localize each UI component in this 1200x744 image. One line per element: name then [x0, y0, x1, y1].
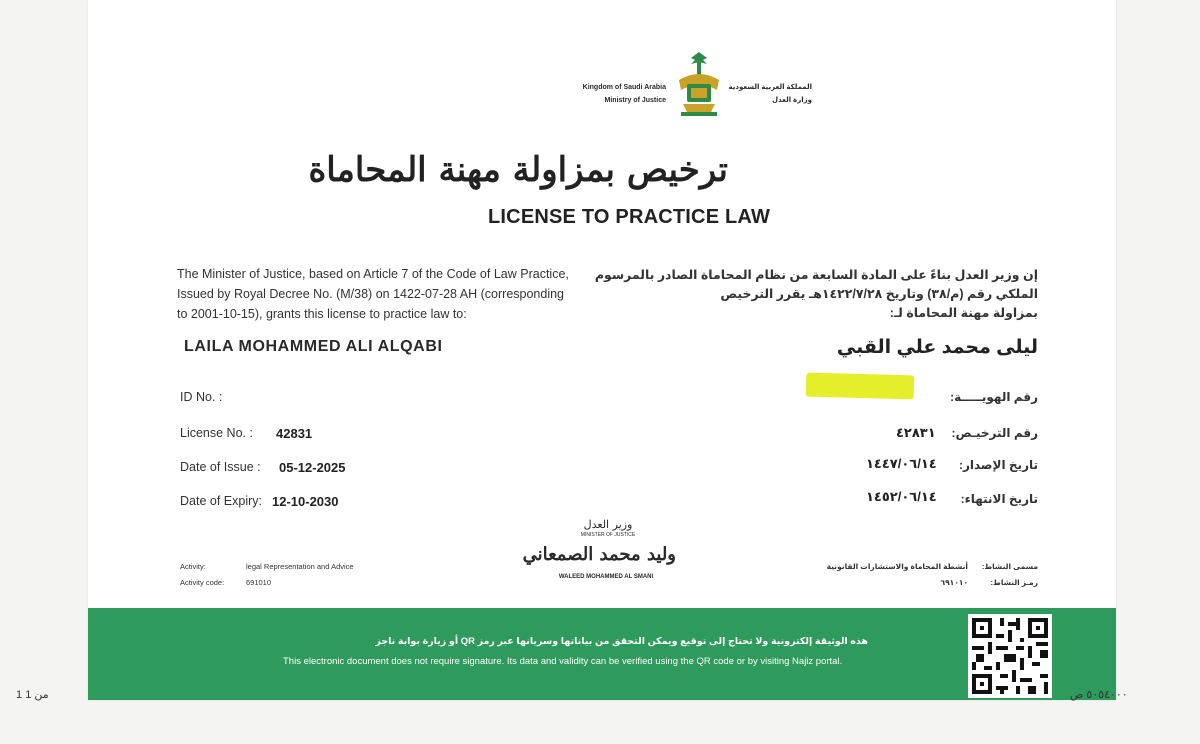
issue-date-label-ar: تاريخ الإصدار: — [958, 458, 1038, 472]
license-number-en: 42831 — [276, 426, 313, 441]
issue-date-ar: ١٤٤٧/٠٦/١٤ — [866, 456, 937, 471]
expiry-date-ar: ١٤٥٢/٠٦/١٤ — [866, 489, 937, 504]
activity-code-value: 691010 — [246, 578, 272, 587]
intro-en-line-1: The Minister of Justice, based on Article 7 of the Code of Law Practice, — [177, 267, 569, 281]
page-indicator: 1 من 1 — [16, 689, 49, 701]
license-label-ar: رقم الترخيـص: — [951, 426, 1038, 440]
document-reference: ٥٠٥٤٠٠٠ ص — [1070, 689, 1128, 701]
id-label-ar: رقم الهويـــــة: — [950, 390, 1038, 404]
country-name-en: Kingdom of Saudi Arabia — [582, 84, 666, 91]
minister-name-en: WALEED MOHAMMED AL SMANI — [558, 574, 654, 580]
activity-value: legal Representation and Advice — [246, 562, 354, 571]
holder-name-en: LAILA MOHAMMED ALI ALQABI — [184, 338, 443, 355]
activity-label-ar: مسمى النشاط: — [981, 562, 1038, 571]
expiry-date-en: 12-10-2030 — [272, 494, 339, 509]
minister-title-en: MINISTER OF JUSTICE — [580, 532, 636, 538]
verification-text-en: This electronic document does not require signature. Its data and validity can be verified using the QR code or by visiting Najiz portal. — [283, 656, 843, 667]
activity-value-ar: أنشطة المحاماة والاستشارات القانونية — [826, 562, 968, 571]
issue-date-en: 05-12-2025 — [279, 460, 346, 475]
id-label-en: ID No. : — [180, 390, 223, 404]
expiry-date-label-en: Date of Expiry: — [180, 494, 262, 508]
minister-title-ar: وزير العدل — [583, 518, 633, 531]
document-title-calligraphy: ترخيص بمزاولة مهنة المحاماة — [308, 150, 728, 190]
intro-ar-line-1: إن وزير العدل بناءً على المادة السابعة من نظام المحاماة الصادر بالمرسوم — [594, 268, 1038, 282]
intro-en-line-2: Issued by Royal Decree No. (M/38) on 1422-07-28 AH (corresponding — [177, 287, 565, 301]
verification-text-ar: هذه الوثيقة إلكترونية ولا تحتاج إلى توقيع ويمكن التحقق من بياناتها وسريانها عبر رمز QR أو زيارة بوابة ناجز — [375, 636, 868, 647]
activity-label: Activity: — [180, 562, 206, 571]
activity-code-label: Activity code: — [180, 578, 225, 587]
ministry-emblem-icon — [673, 50, 725, 118]
intro-ar-line-3: بمزاولة مهنة المحاماة لـ: — [889, 306, 1038, 320]
intro-ar-line-2: الملكي رقم (م/٣٨) وتاريخ ١٤٢٢/٧/٢٨هـ يقرر الترخيص — [720, 287, 1038, 301]
verification-banner — [88, 608, 1116, 700]
country-name-ar: المملكة العربية السعودية — [728, 84, 812, 91]
issue-date-label-en: Date of Issue : — [180, 460, 261, 474]
ministry-name-ar: وزارة العدل — [772, 97, 812, 104]
license-document — [88, 0, 1116, 700]
intro-en-line-3: to 2001-10-15), grants this license to practice law to: — [177, 307, 467, 321]
license-label-en: License No. : — [180, 426, 253, 440]
expiry-date-label-ar: تاريخ الانتهاء: — [960, 492, 1038, 506]
holder-name-ar: ليلى محمد علي القبي — [836, 337, 1038, 358]
id-redaction-highlight — [806, 373, 915, 400]
document-title: LICENSE TO PRACTICE LAW — [488, 206, 771, 228]
activity-code-value-ar: ٦٩١٠١٠ — [940, 578, 968, 587]
qr-code-icon[interactable] — [968, 614, 1052, 698]
minister-signature-ar: وليد محمد الصمعاني — [522, 544, 676, 565]
license-number-ar: ٤٢٨٣١ — [896, 425, 936, 440]
activity-code-label-ar: رمـز النشاط: — [990, 578, 1038, 587]
ministry-name-en: Ministry of Justice — [604, 97, 666, 104]
